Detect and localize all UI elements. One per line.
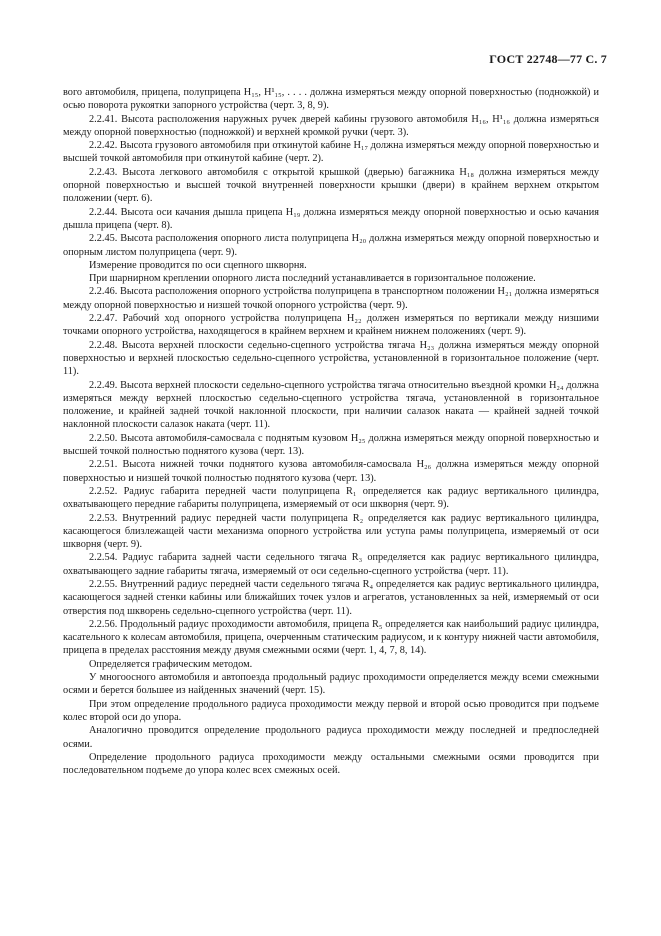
paragraph-2-2-44: 2.2.44. Высота оси качания дышла прицепа H₁₉ должна измеряться между опорной поверхностью и осью качания дышла прицепа (черт. 8). [63, 206, 599, 231]
paragraph-2-2-48: 2.2.48. Высота верхней плоскости седельно-сцепного устройства тягача H₂₃ должна измеряться между опорной поверхностью и верхней плоскостью седельно-сцепного устройства, установленной в горизонтальное положение (черт. 11). [63, 339, 599, 378]
paragraph-multiaxle-note: У многоосного автомобиля и автопоезда продольный радиус проходимости определяется между всеми смежными осями и берется большее из найденных значений (черт. 15). [63, 672, 599, 697]
paragraph-2-2-50: 2.2.50. Высота автомобиля-самосвала с поднятым кузовом H₂₅ должна измеряться между опорной поверхностью и высшей точкой полностью поднятого кузова (черт. 13). [63, 432, 599, 458]
paragraph-2-2-43: 2.2.43. Высота легкового автомобиля с открытой крышкой (дверью) багажника H₁₈ должна измеряться между опорной поверхностью и высшей точкой внутренней поверхности крышки (двери) в крайнем верхнем открытом положении (черт. 6). [63, 166, 599, 205]
paragraph-hinged-mount-note: При шарнирном креплении опорного листа последний устанавливается в горизонтальное положение. [89, 273, 536, 285]
paragraph-2-2-54: 2.2.54. Радиус габарита задней части седельного тягача R₃ определяется как радиус вертикального цилиндра, охватывающего задние габариты тягача, измеряемый от оси седельно-сцепного устройства (черт. 11). [63, 552, 599, 577]
paragraph-2-2-56: 2.2.56. Продольный радиус проходимости автомобиля, прицепа R₅ определяется как наибольший радиус цилиндра, касательного к колесам автомобиля, прицепа, очерченным статическим радиусом, и к контуру нижней части автомобиля, прицепа в пределах расстояния между двумя смежными осями (черт. 1, 4, 7, 8, 14). [63, 618, 599, 657]
document-body [63, 86, 599, 777]
paragraph-2-2-46: 2.2.46. Высота расположения опорного устройства полуприцепа в транспортном положении H₂₁ должна измеряться между опорной поверхностью и низшей точкой опорного устройства (черт. 9). [63, 286, 599, 311]
paragraph-2-2-49: 2.2.49. Высота верхней плоскости седельно-сцепного устройства тягача относительно въездной кромки H₂₄ должна измеряться между верхней плоскостью седельно-сцепного устройства тягача, установленной в горизонтальное положение, и крайней задней точкой наклонной плоскости, при наличии салазок наката — крайней задней точкой наклонной плоскости салазок наката (черт. 11). [63, 379, 599, 431]
paragraph-2-2-42: 2.2.42. Высота грузового автомобиля при откинутой кабине H₁₇ должна измеряться между опорной поверхностью и высшей точкой автомобиля при откинутой кабине (черт. 2). [63, 140, 599, 165]
paragraph-2-2-41: 2.2.41. Высота расположения наружных ручек дверей кабины грузового автомобиля H₁₆, H¹₁₆ должна измеряться между опорной поверхностью (подножкой) и верхней кромкой ручки (черт. 3). [63, 113, 599, 138]
paragraph-2-2-45: 2.2.45. Высота расположения опорного листа полуприцепа H₂₀ должна измеряться между опорной поверхностью и опорным листом полуприцепа (черт. 9). [63, 233, 599, 258]
page-header: ГОСТ 22748—77 С. 7 [489, 52, 607, 66]
paragraph-graphic-method: Определяется графическим методом. [89, 658, 253, 670]
paragraph-2-2-47: 2.2.47. Рабочий ход опорного устройства полуприцепа H₂₂ должен измеряться по вертикали между низшими точками опорного устройства, находящегося в крайнем верхнем и крайнем нижнем положениях (черт. 9). [63, 313, 599, 338]
paragraph-measurement-note: Измерение проводится по оси сцепного шкворня. [89, 259, 307, 271]
paragraph-continuation: вого автомобиля, прицепа, полуприцепа H₁₅, H¹₁₅, . . . . должна измеряться между опорной поверхностью (подножкой) и осью поворота рукоятки запорного устройства (черт. 3, 8, 9). [63, 87, 599, 112]
paragraph-2-2-51: 2.2.51. Высота нижней точки поднятого кузова автомобиля-самосвала H₂₆ должна измеряться между опорной поверхностью и низшей точкой полностью поднятого кузова (черт. 13). [63, 459, 599, 484]
paragraph-2-2-53: 2.2.53. Внутренний радиус передней части полуприцепа R₂ определяется как радиус вертикального цилиндра, касающегося близлежащей части механизма опорного устройства или уступа рамы полуприцепа, измеряемый от оси шкворня (черт. 9). [63, 512, 599, 551]
paragraph-2-2-52: 2.2.52. Радиус габарита передней части полуприцепа R₁ определяется как радиус вертикального цилиндра, охватывающего передние габариты полуприцепа, измеряемый от оси шкворня (черт. 9). [63, 485, 599, 511]
paragraph-remaining-axles: Определение продольного радиуса проходимости между остальными смежными осями проводится при последовательном подъеме до упора колес всех смежных осей. [63, 751, 599, 777]
paragraph-first-second-axle: При этом определение продольного радиуса проходимости между первой и второй осью проводится при подъеме колес второй оси до упора. [63, 698, 599, 723]
paragraph-last-axles: Аналогично проводится определение продольного радиуса проходимости между последней и предпоследней осями. [63, 725, 599, 750]
paragraph-2-2-55: 2.2.55. Внутренний радиус передней части седельного тягача R₄ определяется как радиус вертикального цилиндра, касающегося задней стенки кабины или ближайших точек узлов и агрегатов, установленных за ней, измеряемый от оси отверстия под шкворень седельно-сцепного устройства (черт. 11). [63, 578, 599, 617]
